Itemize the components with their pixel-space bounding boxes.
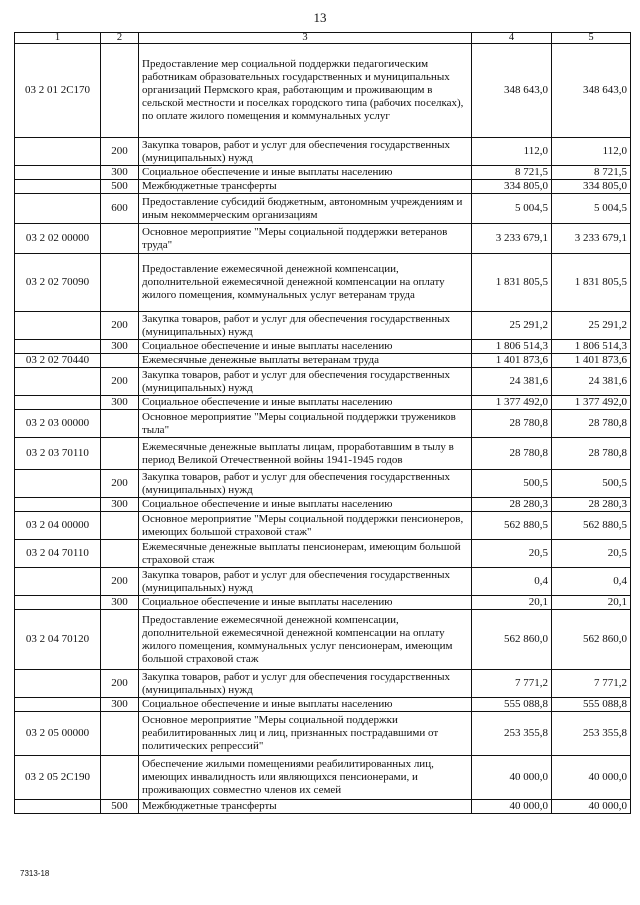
table-row <box>15 470 631 498</box>
row-description: Ежемесячные денежные выплаты лицам, проработавшим в тылу в период Великой Отечественной войны 1941-1945 годов <box>139 438 472 470</box>
row-value-col5: 8 721,5 <box>552 166 631 180</box>
page-number: 13 <box>313 10 327 25</box>
row-description: Закупка товаров, работ и услуг для обеспечения государственных (муниципальных) нужд <box>139 568 472 596</box>
table-row <box>15 166 631 180</box>
row-value-col5: 562 860,0 <box>552 610 631 670</box>
table-row <box>15 138 631 166</box>
table-row <box>15 396 631 410</box>
row-code: 03 2 02 70440 <box>15 354 101 368</box>
row-value-col5: 348 643,0 <box>552 44 631 138</box>
table-row <box>15 610 631 670</box>
row-expense-type: 500 <box>101 800 139 814</box>
header-col-5: 5 <box>552 33 631 44</box>
row-value-col4: 40 000,0 <box>472 756 552 800</box>
row-expense-type: 200 <box>101 568 139 596</box>
row-code <box>15 368 101 396</box>
row-value-col4: 348 643,0 <box>472 44 552 138</box>
table-row <box>15 512 631 540</box>
row-description: Социальное обеспечение и иные выплаты населению <box>139 596 472 610</box>
row-value-col4: 24 381,6 <box>472 368 552 396</box>
row-description: Основное мероприятие "Меры социальной поддержки реабилитированных лиц и лиц, признанных пострадавшими от политических репрессий" <box>139 712 472 756</box>
row-code <box>15 568 101 596</box>
table-row <box>15 670 631 698</box>
row-value-col4: 1 831 805,5 <box>472 254 552 312</box>
row-value-col4: 5 004,5 <box>472 194 552 224</box>
table-row <box>15 540 631 568</box>
row-expense-type <box>101 354 139 368</box>
table-row <box>15 800 631 814</box>
row-value-col5: 112,0 <box>552 138 631 166</box>
table-row <box>15 194 631 224</box>
row-value-col4: 1 377 492,0 <box>472 396 552 410</box>
row-description: Основное мероприятие "Меры социальной поддержки тружеников тыла" <box>139 410 472 438</box>
row-description: Закупка товаров, работ и услуг для обеспечения государственных (муниципальных) нужд <box>139 670 472 698</box>
row-expense-type: 300 <box>101 396 139 410</box>
row-value-col4: 20,1 <box>472 596 552 610</box>
row-value-col5: 3 233 679,1 <box>552 224 631 254</box>
row-value-col5: 334 805,0 <box>552 180 631 194</box>
row-value-col5: 1 806 514,3 <box>552 340 631 354</box>
table-row <box>15 180 631 194</box>
row-value-col4: 28 280,3 <box>472 498 552 512</box>
row-expense-type: 500 <box>101 180 139 194</box>
table-row <box>15 712 631 756</box>
table-row <box>15 224 631 254</box>
row-value-col5: 24 381,6 <box>552 368 631 396</box>
row-value-col4: 562 880,5 <box>472 512 552 540</box>
row-description: Межбюджетные трансферты <box>139 180 472 194</box>
row-expense-type: 200 <box>101 670 139 698</box>
row-description: Закупка товаров, работ и услуг для обеспечения государственных (муниципальных) нужд <box>139 312 472 340</box>
row-expense-type: 300 <box>101 498 139 512</box>
table-row <box>15 756 631 800</box>
row-value-col5: 555 088,8 <box>552 698 631 712</box>
row-expense-type: 300 <box>101 340 139 354</box>
row-code <box>15 470 101 498</box>
row-code <box>15 180 101 194</box>
row-value-col4: 8 721,5 <box>472 166 552 180</box>
row-value-col4: 3 233 679,1 <box>472 224 552 254</box>
row-code: 03 2 02 00000 <box>15 224 101 254</box>
row-value-col5: 40 000,0 <box>552 800 631 814</box>
table-row <box>15 368 631 396</box>
row-value-col5: 28 780,8 <box>552 410 631 438</box>
header-col-3: 3 <box>139 33 472 44</box>
table-row <box>15 568 631 596</box>
row-description: Основное мероприятие "Меры социальной поддержки пенсионеров, имеющих большой страховой стаж" <box>139 512 472 540</box>
row-description: Социальное обеспечение и иные выплаты населению <box>139 340 472 354</box>
row-code: 03 2 03 70110 <box>15 438 101 470</box>
row-description: Социальное обеспечение и иные выплаты населению <box>139 166 472 180</box>
row-code <box>15 698 101 712</box>
row-value-col5: 25 291,2 <box>552 312 631 340</box>
row-description: Ежемесячные денежные выплаты ветеранам труда <box>139 354 472 368</box>
row-expense-type <box>101 756 139 800</box>
row-code: 03 2 02 70090 <box>15 254 101 312</box>
row-expense-type: 300 <box>101 596 139 610</box>
row-value-col5: 5 004,5 <box>552 194 631 224</box>
row-value-col5: 28 780,8 <box>552 438 631 470</box>
row-description: Социальное обеспечение и иные выплаты населению <box>139 498 472 512</box>
row-expense-type: 200 <box>101 312 139 340</box>
row-expense-type <box>101 540 139 568</box>
row-value-col4: 20,5 <box>472 540 552 568</box>
row-description: Предоставление мер социальной поддержки педагогическим работникам образовательных государственных и муниципальных организаций Пермского края, работающим и проживающим в сельской местности и поселках городского типа (рабочих поселках), по оплате жилого помещения и коммунальных услуг <box>139 44 472 138</box>
row-value-col5: 1 401 873,6 <box>552 354 631 368</box>
row-value-col4: 25 291,2 <box>472 312 552 340</box>
row-value-col4: 500,5 <box>472 470 552 498</box>
row-code: 03 2 05 00000 <box>15 712 101 756</box>
row-code <box>15 194 101 224</box>
row-value-col4: 562 860,0 <box>472 610 552 670</box>
row-code <box>15 166 101 180</box>
row-expense-type: 200 <box>101 368 139 396</box>
table-row <box>15 438 631 470</box>
header-col-1: 1 <box>15 33 101 44</box>
row-value-col4: 555 088,8 <box>472 698 552 712</box>
row-code: 03 2 04 70120 <box>15 610 101 670</box>
row-expense-type <box>101 438 139 470</box>
row-value-col4: 28 780,8 <box>472 438 552 470</box>
table-row <box>15 410 631 438</box>
budget-table <box>14 32 631 814</box>
row-value-col5: 562 880,5 <box>552 512 631 540</box>
row-expense-type: 600 <box>101 194 139 224</box>
row-code: 03 2 04 00000 <box>15 512 101 540</box>
row-code <box>15 800 101 814</box>
table-header-row <box>15 33 631 44</box>
row-description: Предоставление ежемесячной денежной компенсации, дополнительной ежемесячной денежной компенсации на оплату жилого помещения, коммунальных услуг ветеранам труда <box>139 254 472 312</box>
row-code <box>15 596 101 610</box>
row-code <box>15 138 101 166</box>
header-col-4: 4 <box>472 33 552 44</box>
row-value-col4: 28 780,8 <box>472 410 552 438</box>
table-row <box>15 596 631 610</box>
row-description: Межбюджетные трансферты <box>139 800 472 814</box>
row-value-col5: 500,5 <box>552 470 631 498</box>
row-value-col5: 40 000,0 <box>552 756 631 800</box>
row-value-col4: 0,4 <box>472 568 552 596</box>
table-row <box>15 312 631 340</box>
row-code <box>15 396 101 410</box>
row-description: Основное мероприятие "Меры социальной поддержки ветеранов труда" <box>139 224 472 254</box>
row-expense-type <box>101 512 139 540</box>
row-description: Социальное обеспечение и иные выплаты населению <box>139 698 472 712</box>
row-code: 03 2 04 70110 <box>15 540 101 568</box>
row-code <box>15 670 101 698</box>
row-code <box>15 312 101 340</box>
row-expense-type <box>101 410 139 438</box>
row-code: 03 2 03 00000 <box>15 410 101 438</box>
row-expense-type: 300 <box>101 698 139 712</box>
row-value-col5: 1 831 805,5 <box>552 254 631 312</box>
row-value-col5: 253 355,8 <box>552 712 631 756</box>
row-value-col4: 334 805,0 <box>472 180 552 194</box>
row-code: 03 2 01 2С170 <box>15 44 101 138</box>
table-row <box>15 698 631 712</box>
row-expense-type <box>101 610 139 670</box>
row-value-col5: 20,5 <box>552 540 631 568</box>
row-expense-type <box>101 712 139 756</box>
row-description: Закупка товаров, работ и услуг для обеспечения государственных (муниципальных) нужд <box>139 470 472 498</box>
table-row <box>15 44 631 138</box>
table-row <box>15 354 631 368</box>
row-expense-type: 200 <box>101 138 139 166</box>
row-expense-type <box>101 254 139 312</box>
row-description: Закупка товаров, работ и услуг для обеспечения государственных (муниципальных) нужд <box>139 368 472 396</box>
row-description: Социальное обеспечение и иные выплаты населению <box>139 396 472 410</box>
row-code <box>15 340 101 354</box>
row-value-col4: 7 771,2 <box>472 670 552 698</box>
row-value-col4: 112,0 <box>472 138 552 166</box>
row-description: Закупка товаров, работ и услуг для обеспечения государственных (муниципальных) нужд <box>139 138 472 166</box>
row-value-col4: 40 000,0 <box>472 800 552 814</box>
row-expense-type <box>101 224 139 254</box>
row-description: Предоставление субсидий бюджетным, автономным учреждениям и иным некоммерческим организациям <box>139 194 472 224</box>
row-expense-type <box>101 44 139 138</box>
row-description: Ежемесячные денежные выплаты пенсионерам, имеющим большой страховой стаж <box>139 540 472 568</box>
row-code: 03 2 05 2С190 <box>15 756 101 800</box>
row-value-col5: 20,1 <box>552 596 631 610</box>
row-value-col5: 1 377 492,0 <box>552 396 631 410</box>
row-value-col4: 253 355,8 <box>472 712 552 756</box>
row-value-col4: 1 806 514,3 <box>472 340 552 354</box>
document-code: 7313-18 <box>20 869 50 878</box>
table-row <box>15 254 631 312</box>
row-expense-type: 200 <box>101 470 139 498</box>
row-value-col4: 1 401 873,6 <box>472 354 552 368</box>
table-row <box>15 498 631 512</box>
row-expense-type: 300 <box>101 166 139 180</box>
header-col-2: 2 <box>101 33 139 44</box>
row-value-col5: 7 771,2 <box>552 670 631 698</box>
row-description: Обеспечение жилыми помещениями реабилитированных лиц, имеющих инвалидность или являющихся пенсионерами, и проживающих совместно членов их семей <box>139 756 472 800</box>
row-value-col5: 28 280,3 <box>552 498 631 512</box>
table-row <box>15 340 631 354</box>
row-description: Предоставление ежемесячной денежной компенсации, дополнительной ежемесячной денежной компенсации на оплату жилого помещения, коммунальных услуг пенсионерам, имеющим большой страховой стаж <box>139 610 472 670</box>
row-code <box>15 498 101 512</box>
row-value-col5: 0,4 <box>552 568 631 596</box>
